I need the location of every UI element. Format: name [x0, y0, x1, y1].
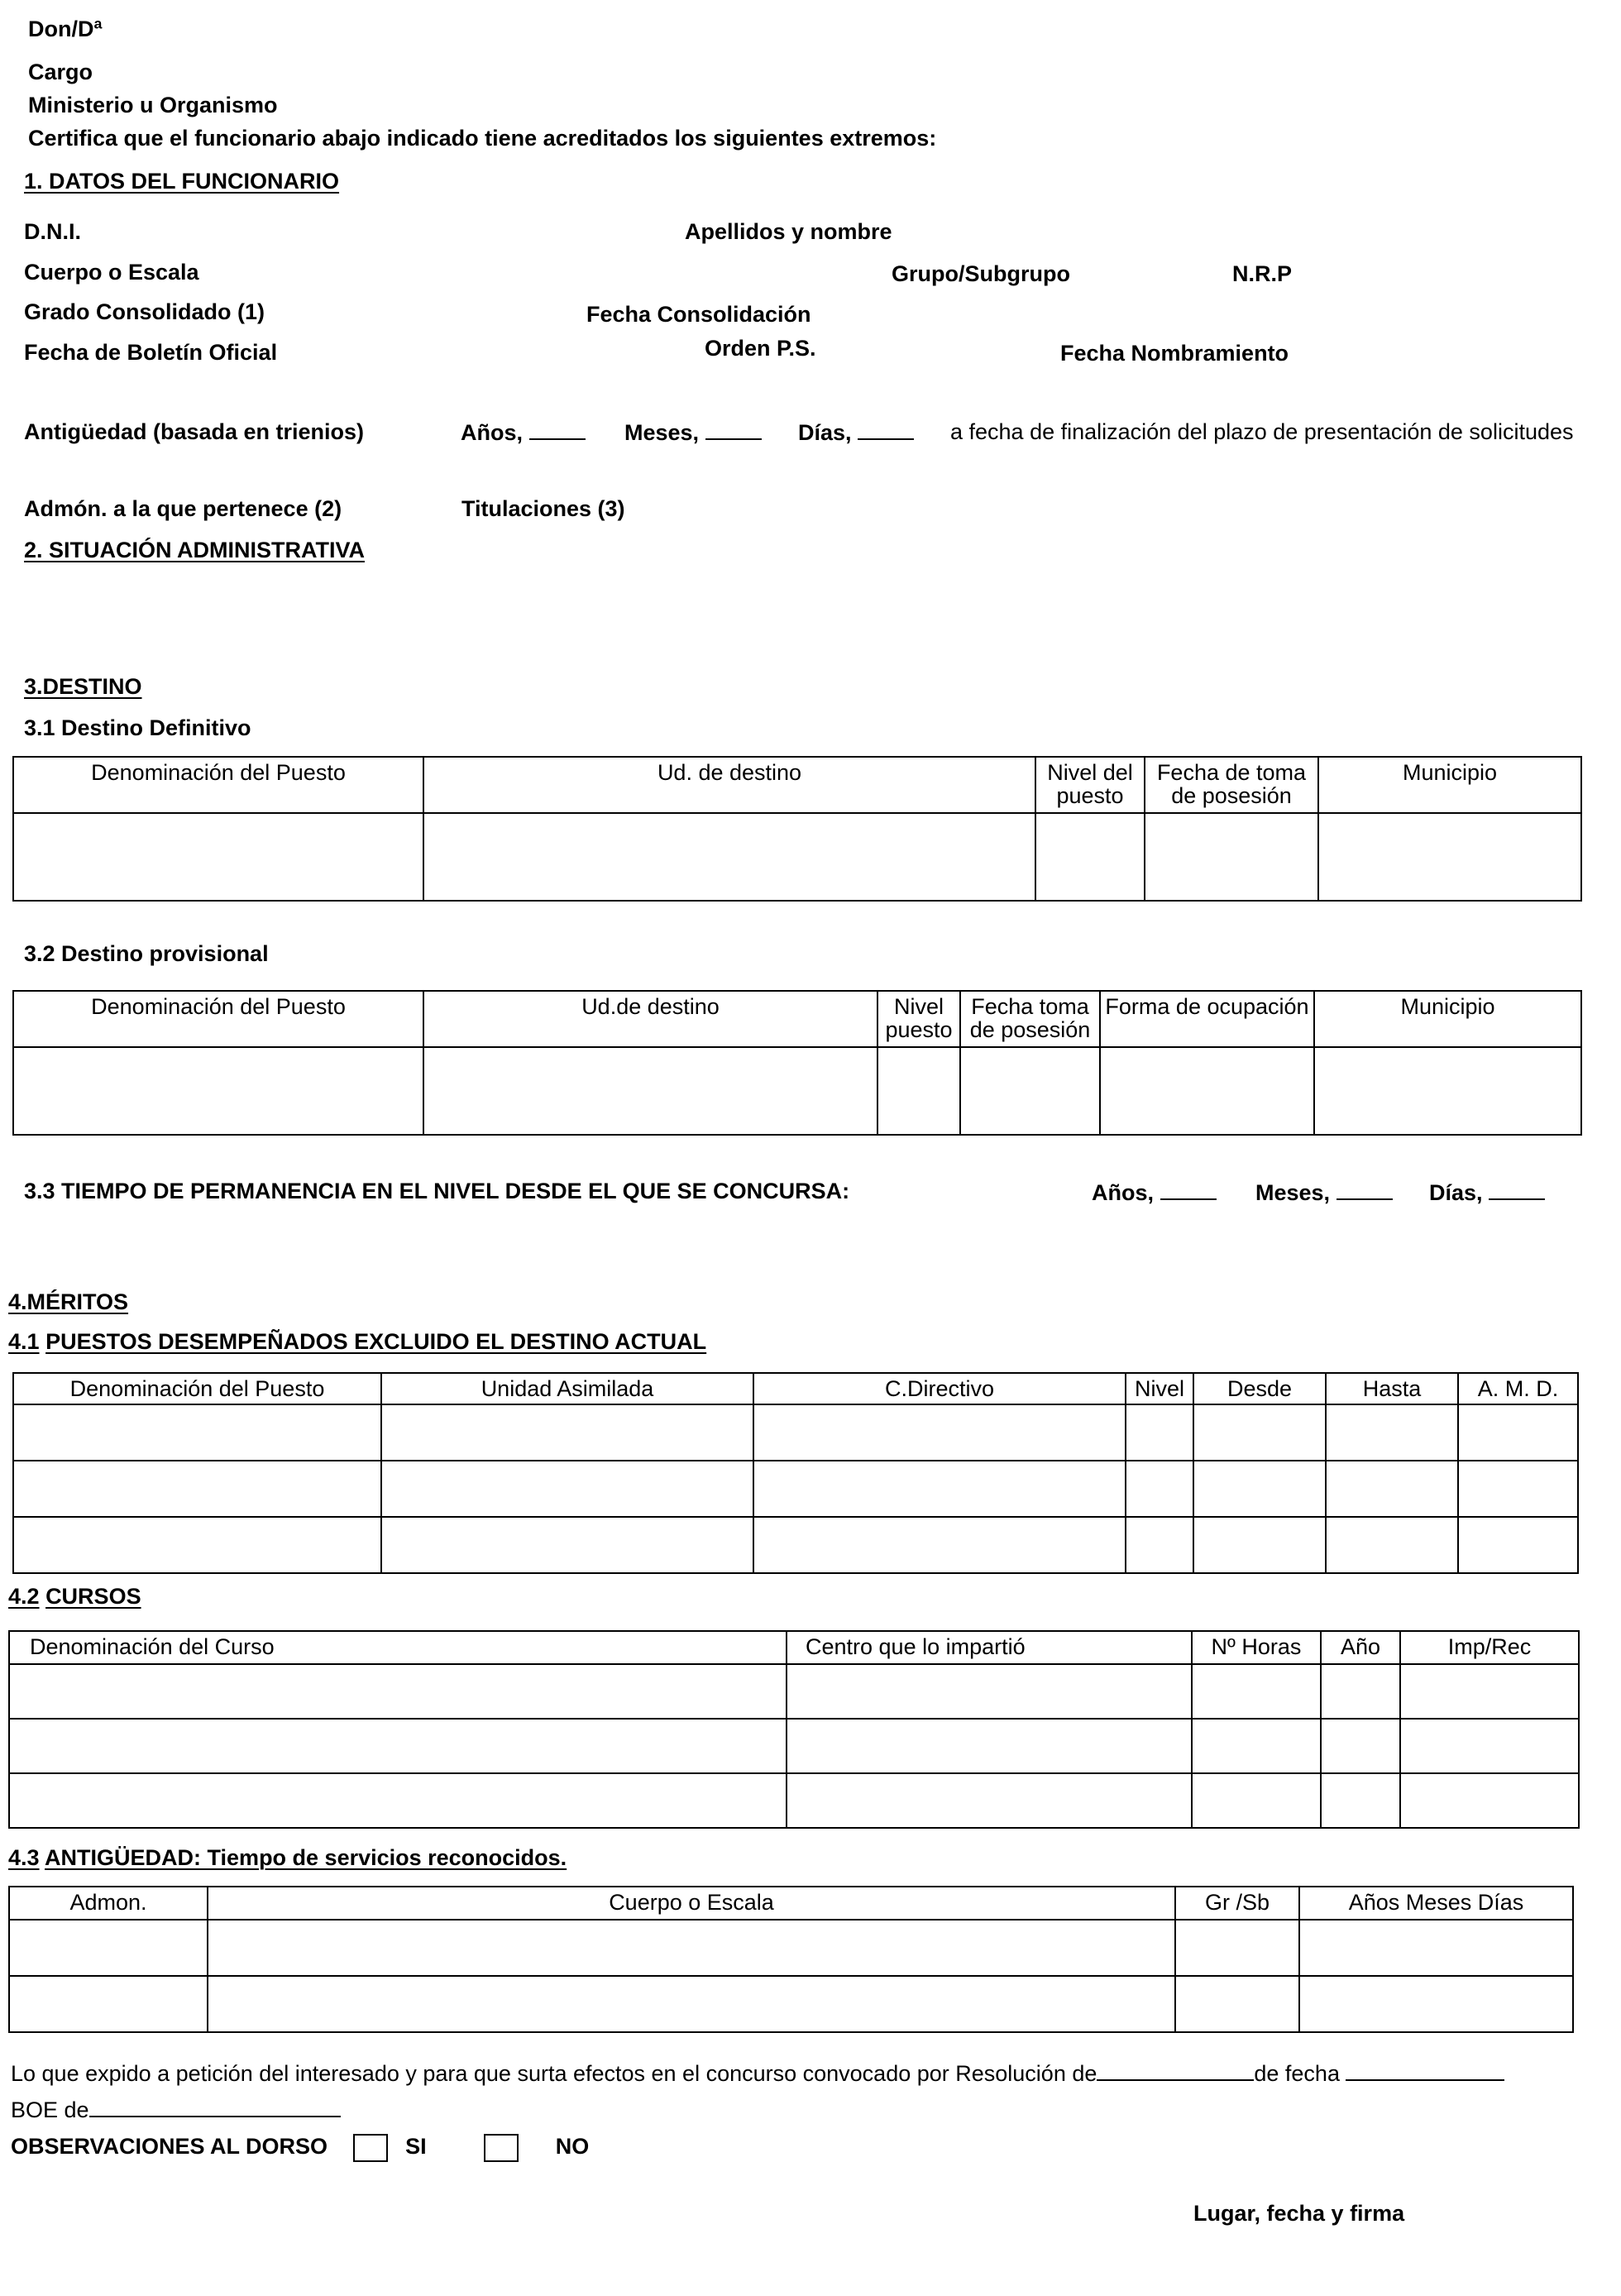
ministerio-label: Ministerio u Organismo	[28, 93, 278, 117]
anos-blank[interactable]	[529, 420, 586, 440]
col-nivel: Nivel del puesto	[1035, 757, 1145, 813]
fecha-boletin-label: Fecha de Boletín Oficial	[24, 340, 278, 365]
grado-label: Grado Consolidado (1)	[24, 299, 265, 324]
section-1-title: 1. DATOS DEL FUNCIONARIO	[24, 169, 340, 194]
col-gr-sb: Gr /Sb	[1175, 1887, 1299, 1920]
boe-blank[interactable]	[89, 2097, 341, 2117]
table-cell[interactable]	[787, 1719, 1192, 1773]
dni-label: D.N.I.	[24, 219, 82, 244]
col-cuerpo-escala: Cuerpo o Escala	[208, 1887, 1175, 1920]
table-cell[interactable]	[1126, 1461, 1193, 1517]
col-nivel: Nivel	[1126, 1373, 1193, 1404]
table-cell[interactable]	[1175, 1920, 1299, 1976]
col-fecha-toma: Fecha de toma de posesión	[1145, 757, 1318, 813]
col-anos-meses-dias: Años Meses Días	[1299, 1887, 1573, 1920]
table-cell[interactable]	[9, 1773, 787, 1828]
orden-label: Orden P.S.	[705, 336, 816, 361]
grupo-label: Grupo/Subgrupo	[892, 261, 1070, 286]
col-municipio: Municipio	[1314, 991, 1581, 1047]
col-municipio: Municipio	[1318, 757, 1581, 813]
col-ano: Año	[1321, 1631, 1400, 1664]
table-cell[interactable]	[1192, 1664, 1321, 1719]
cursos-table	[8, 1630, 1580, 1829]
cursos-title: 4.2 CURSOS	[8, 1584, 141, 1609]
cuerpo-label: Cuerpo o Escala	[24, 260, 199, 285]
table-cell[interactable]	[208, 1976, 1175, 2032]
don-label: Don/Dª	[28, 17, 103, 41]
table-cell[interactable]	[381, 1461, 753, 1517]
table-cell[interactable]	[9, 1976, 208, 2032]
table-row	[13, 1404, 1578, 1461]
table-cell[interactable]	[381, 1404, 753, 1461]
table-row	[9, 1773, 1579, 1828]
table-cell[interactable]	[877, 1047, 960, 1135]
table-header-row	[9, 1887, 1573, 1920]
table-row	[9, 1664, 1579, 1719]
col-denominacion: Denominación del Puesto	[13, 1373, 381, 1404]
table-cell[interactable]	[1175, 1976, 1299, 2032]
table-header-row	[9, 1631, 1579, 1664]
table-cell[interactable]	[9, 1719, 787, 1773]
fecha-nombramiento-label: Fecha Nombramiento	[1060, 341, 1289, 366]
puestos-table	[12, 1372, 1579, 1574]
destino-provisional-table	[12, 990, 1582, 1136]
table-cell[interactable]	[423, 1047, 877, 1135]
section-3-title: 3.DESTINO	[24, 674, 142, 699]
tiempo-anos: Años,	[1092, 1180, 1217, 1204]
fecha-consolidacion-label: Fecha Consolidación	[586, 302, 811, 327]
antiguedad-meses: Meses,	[624, 420, 762, 444]
table-cell[interactable]	[787, 1664, 1192, 1719]
lugar-fecha-firma: Lugar, fecha y firma	[1193, 2201, 1405, 2226]
table-cell[interactable]	[9, 1920, 208, 1976]
meses-blank[interactable]	[705, 420, 762, 440]
table-cell[interactable]	[1299, 1920, 1573, 1976]
table-cell[interactable]	[1326, 1461, 1458, 1517]
table-cell[interactable]	[423, 813, 1035, 901]
table-cell[interactable]	[1458, 1404, 1578, 1461]
table-cell[interactable]	[208, 1920, 1175, 1976]
table-row	[13, 1047, 1581, 1135]
dias-blank[interactable]	[858, 420, 914, 440]
table-cell[interactable]	[1100, 1047, 1314, 1135]
anos-blank[interactable]	[1160, 1180, 1217, 1200]
si-label: SI	[405, 2134, 427, 2160]
table-cell[interactable]	[1321, 1773, 1400, 1828]
certifica-text: Certifica que el funcionario abajo indicado tiene acreditados los siguientes extremos:	[28, 126, 937, 151]
puestos-title: 4.1 PUESTOS DESEMPEÑADOS EXCLUIDO EL DESTINO ACTUAL	[8, 1329, 707, 1354]
no-checkbox[interactable]	[484, 2134, 519, 2162]
nrp-label: N.R.P	[1232, 261, 1293, 286]
table-cell[interactable]	[1400, 1664, 1579, 1719]
col-denominacion: Denominación del Puesto	[13, 991, 423, 1047]
table-row	[9, 1920, 1573, 1976]
cargo-label: Cargo	[28, 60, 93, 84]
col-nivel: Nivel puesto	[877, 991, 960, 1047]
table-row	[9, 1976, 1573, 2032]
section-4-title: 4.MÉRITOS	[8, 1289, 129, 1314]
si-checkbox[interactable]	[353, 2134, 388, 2162]
antiguedad-anos: Años,	[461, 420, 586, 444]
resolucion-blank[interactable]	[1097, 2061, 1254, 2081]
col-denominacion: Denominación del Puesto	[13, 757, 423, 813]
col-fecha-toma: Fecha toma de posesión	[960, 991, 1100, 1047]
table-cell[interactable]	[753, 1517, 1126, 1573]
expido-text: Lo que expido a petición del interesado y para que surta efectos en el concurso convocado por Resolución de de fecha	[11, 2061, 1504, 2085]
meses-blank[interactable]	[1336, 1180, 1393, 1200]
dias-blank[interactable]	[1489, 1180, 1545, 1200]
table-cell[interactable]	[1193, 1404, 1326, 1461]
col-admon: Admon.	[9, 1887, 208, 1920]
table-header-row	[13, 991, 1581, 1047]
table-cell[interactable]	[1192, 1719, 1321, 1773]
table-cell[interactable]	[13, 813, 423, 901]
table-cell[interactable]	[1458, 1517, 1578, 1573]
table-header-row	[13, 757, 1581, 813]
table-cell[interactable]	[1314, 1047, 1581, 1135]
col-desde: Desde	[1193, 1373, 1326, 1404]
fecha-blank[interactable]	[1346, 2061, 1504, 2081]
table-row	[9, 1719, 1579, 1773]
col-ud-destino: Ud. de destino	[423, 757, 1035, 813]
destino-definitivo-title: 3.1 Destino Definitivo	[24, 715, 251, 740]
table-cell[interactable]	[1400, 1719, 1579, 1773]
table-cell[interactable]	[1326, 1517, 1458, 1573]
col-hasta: Hasta	[1326, 1373, 1458, 1404]
antiguedad-title: 4.3 ANTIGÜEDAD: Tiempo de servicios reconocidos.	[8, 1845, 567, 1870]
apellidos-label: Apellidos y nombre	[685, 219, 892, 244]
table-cell[interactable]	[1321, 1719, 1400, 1773]
tiempo-meses: Meses,	[1255, 1180, 1393, 1204]
table-cell[interactable]	[787, 1773, 1192, 1828]
table-cell[interactable]	[960, 1047, 1100, 1135]
table-cell[interactable]	[753, 1461, 1126, 1517]
table-row	[13, 1461, 1578, 1517]
antiguedad-table	[8, 1886, 1574, 2033]
table-cell[interactable]	[1126, 1404, 1193, 1461]
col-imp-rec: Imp/Rec	[1400, 1631, 1579, 1664]
col-c-directivo: C.Directivo	[753, 1373, 1126, 1404]
col-unidad-asimilada: Unidad Asimilada	[381, 1373, 753, 1404]
destino-definitivo-table	[12, 756, 1582, 902]
observaciones-label: OBSERVACIONES AL DORSO	[11, 2134, 328, 2160]
table-cell[interactable]	[381, 1517, 753, 1573]
table-cell[interactable]	[9, 1664, 787, 1719]
table-header-row	[13, 1373, 1578, 1404]
observaciones-row	[11, 2134, 589, 2162]
table-cell[interactable]	[13, 1517, 381, 1573]
table-cell[interactable]	[1192, 1773, 1321, 1828]
col-forma-ocupacion: Forma de ocupación	[1100, 991, 1314, 1047]
table-cell[interactable]	[13, 1047, 423, 1135]
table-cell[interactable]	[1299, 1976, 1573, 2032]
table-cell[interactable]	[1318, 813, 1581, 901]
tiempo-permanencia-label: 3.3 TIEMPO DE PERMANENCIA EN EL NIVEL DESDE EL QUE SE CONCURSA:	[24, 1179, 850, 1203]
destino-provisional-title: 3.2 Destino provisional	[24, 941, 269, 966]
antiguedad-dias: Días,	[798, 420, 914, 444]
no-label: NO	[555, 2134, 590, 2160]
table-cell[interactable]	[1326, 1404, 1458, 1461]
table-cell[interactable]	[13, 1404, 381, 1461]
titulaciones-label: Titulaciones (3)	[461, 496, 625, 521]
table-cell[interactable]	[753, 1404, 1126, 1461]
table-row	[13, 813, 1581, 901]
col-horas: Nº Horas	[1192, 1631, 1321, 1664]
table-cell[interactable]	[1193, 1517, 1326, 1573]
table-cell[interactable]	[1145, 813, 1318, 901]
table-cell[interactable]	[1035, 813, 1145, 901]
col-centro: Centro que lo impartió	[787, 1631, 1192, 1664]
table-cell[interactable]	[1458, 1461, 1578, 1517]
admon-label: Admón. a la que pertenece (2)	[24, 496, 342, 521]
table-row	[13, 1517, 1578, 1573]
table-cell[interactable]	[1321, 1664, 1400, 1719]
section-2-title: 2. SITUACIÓN ADMINISTRATIVA	[24, 538, 366, 562]
antiguedad-label: Antigüedad (basada en trienios)	[24, 419, 365, 444]
table-cell[interactable]	[1126, 1517, 1193, 1573]
col-denominacion-curso: Denominación del Curso	[9, 1631, 787, 1664]
tiempo-dias: Días,	[1429, 1180, 1545, 1204]
table-cell[interactable]	[1193, 1461, 1326, 1517]
col-ud-destino: Ud.de destino	[423, 991, 877, 1047]
col-amd: A. M. D.	[1458, 1373, 1578, 1404]
table-cell[interactable]	[13, 1461, 381, 1517]
plazo-text: a fecha de finalización del plazo de presentación de solicitudes	[950, 419, 1574, 444]
table-cell[interactable]	[1400, 1773, 1579, 1828]
boe-text: BOE de	[11, 2097, 341, 2121]
